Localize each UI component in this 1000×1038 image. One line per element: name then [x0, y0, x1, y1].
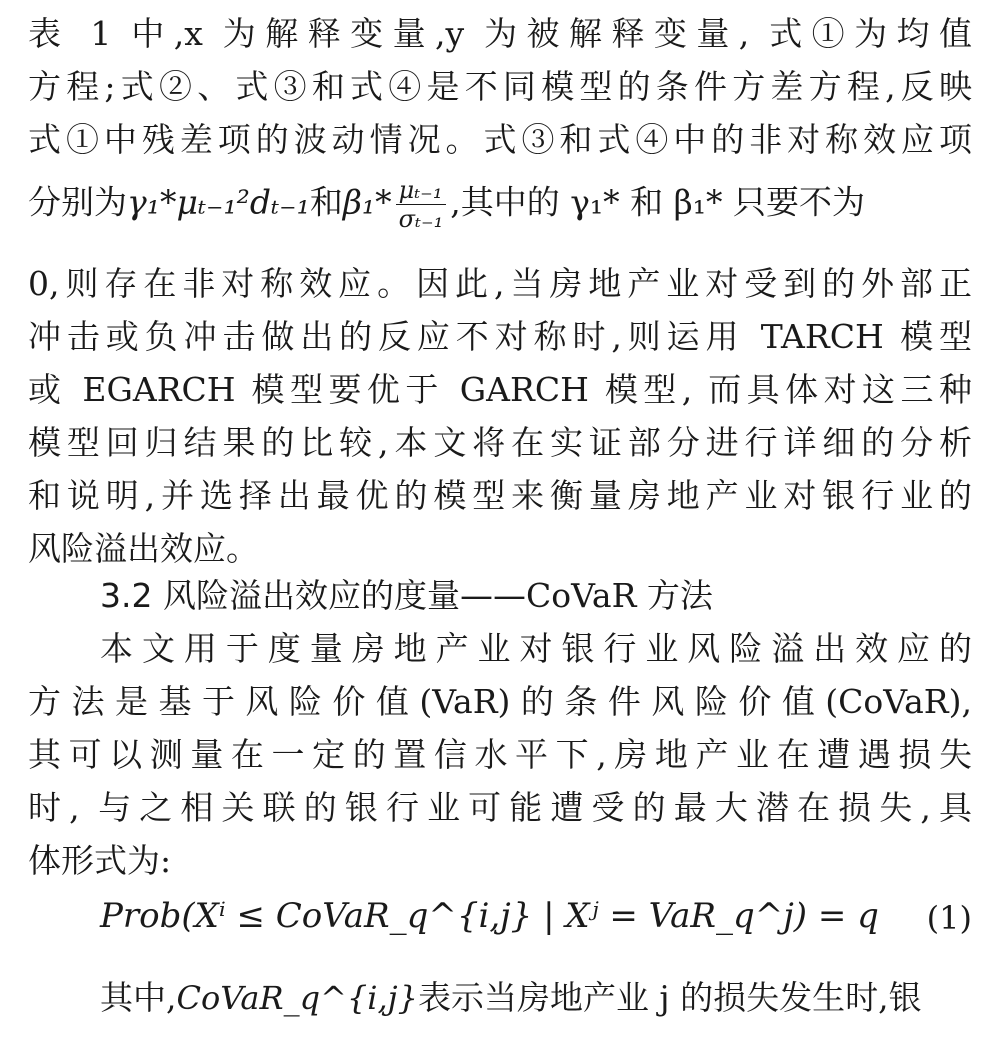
body-text-line: 和说明,并选择出最优的模型来衡量房地产业对银行业的	[28, 476, 972, 515]
body-text-line: 式①中残差项的波动情况。式③和式④中的非对称效应项	[28, 120, 972, 159]
body-text-line: 其可以测量在一定的置信水平下,房地产业在遭遇损失	[28, 735, 972, 774]
equation-formula: Prob(Xⁱ ≤ CoVaR_q^{i,j} | Xʲ = VaR_q^j) = q	[100, 896, 879, 936]
fraction	[396, 176, 447, 233]
body-text-line: 冲击或负冲击做出的反应不对称时,则运用 TARCH 模型	[28, 317, 972, 356]
body-text-line: 方法是基于风险价值(VaR)的条件风险价值(CoVaR),	[28, 682, 972, 721]
text-fragment: 分别为	[28, 182, 127, 222]
body-text-line: 体形式为:	[28, 841, 172, 880]
body-text-line: 表 1 中,x 为解释变量,y 为被解释变量, 式①为均值	[28, 14, 972, 53]
section-heading	[100, 570, 713, 622]
covar-term: CoVaR_q^{i,j}	[176, 979, 418, 1017]
body-text-line: 模型回归结果的比较,本文将在实证部分进行详细的分析	[28, 423, 972, 462]
body-text-line-with-math	[100, 972, 972, 1024]
text-fragment: ,其中的 γ₁* 和 β₁* 只要不为	[450, 182, 865, 222]
asymmetric-term-beta: β₁*	[342, 182, 392, 222]
asymmetric-term-gamma: γ₁*μₜ₋₁²dₜ₋₁	[127, 182, 310, 222]
text-fragment: 其中,	[100, 978, 177, 1017]
text-fragment: 和	[309, 182, 343, 222]
body-text-line: 方程;式②、式③和式④是不同模型的条件方差方程,反映	[28, 67, 972, 106]
section-method: CoVaR 方法	[525, 576, 713, 615]
fraction-numerator: μₜ₋₁	[396, 176, 447, 205]
text-fragment: 表示当房地产业 j 的损失发生时,银	[417, 978, 922, 1017]
body-text-line: 风险溢出效应。	[28, 529, 259, 568]
body-text-line: 或 EGARCH 模型要优于 GARCH 模型, 而具体对这三种	[28, 370, 972, 409]
fraction-denominator: σₜ₋₁	[398, 205, 444, 233]
body-text-line: 本文用于度量房地产业对银行业风险溢出效应的	[100, 629, 972, 668]
section-title: 3.2 风险溢出效应的度量——	[100, 576, 526, 615]
equation-number: (1)	[926, 899, 972, 937]
body-text-line-with-math	[28, 176, 972, 233]
body-text-line: 0,则存在非对称效应。因此,当房地产业对受到的外部正	[28, 264, 972, 303]
body-text-line: 时, 与之相关联的银行业可能遭受的最大潜在损失,具	[28, 788, 972, 827]
